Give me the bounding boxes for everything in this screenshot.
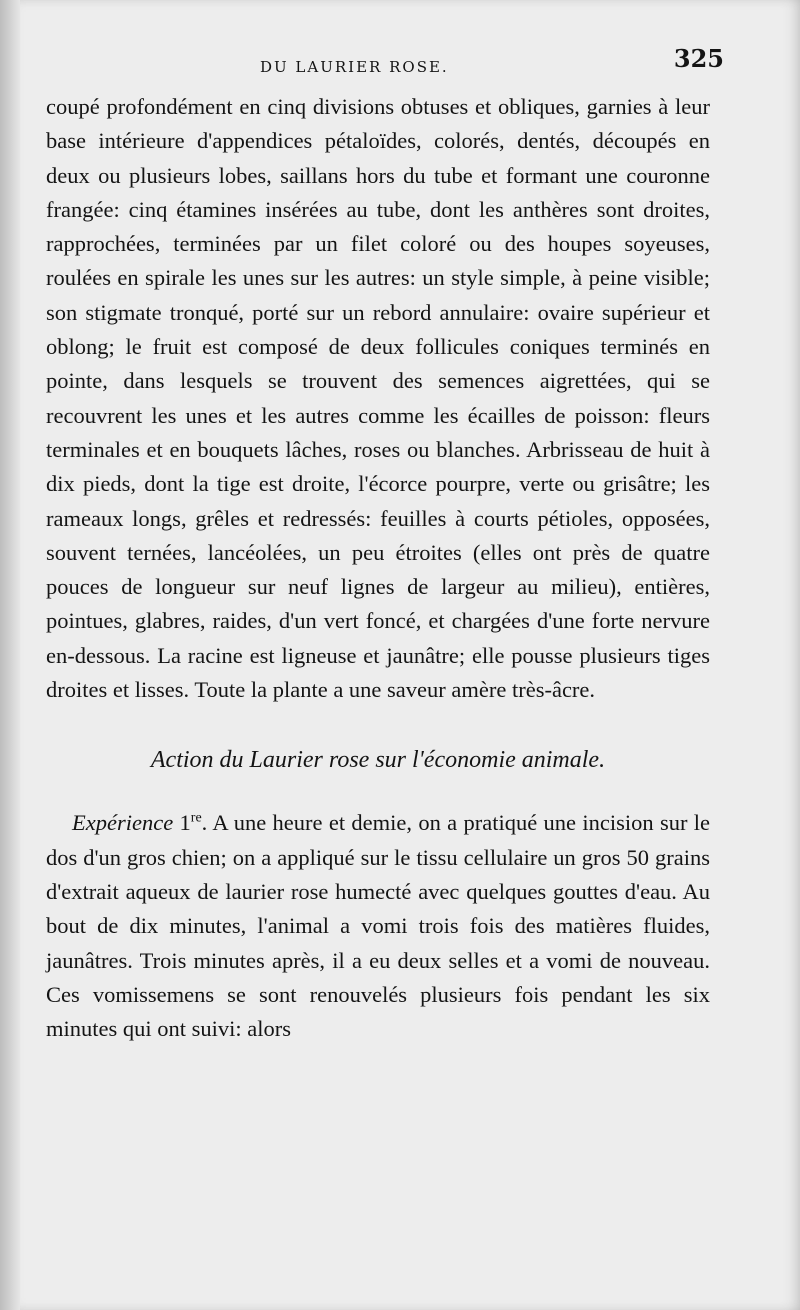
experiment-paragraph (46, 806, 710, 1046)
running-title: DU LAURIER ROSE. (260, 58, 449, 76)
section-heading: Action du Laurier rose sur l'économie animale. (150, 747, 606, 774)
experiment-label: Expérience (72, 810, 174, 836)
page-number: 325 (673, 44, 724, 73)
page-content (46, 0, 724, 1046)
description-paragraph: coupé profondément en cinq divisions obtuses et obliques, garnies à leur base intérieure d'appendices pétaloïdes, colorés, dentés, découpés en deux ou plusieurs lobes, saillans hors du tube et formant une couronne frangée: cinq étamines insérées au tube, dont les anthères sont droites, rapprochées, terminées par un filet coloré ou des houpes soyeuses, roulées en spirale les unes sur les autres: un style simple, à peine visible; son stigmate tronqué, porté sur un rebord annulaire: ovaire supérieur et oblong; le fruit est composé de deux follicules coniques terminés en pointe, dans lesquels se trouvent des semences aigrettées, qui se recouvrent les unes et les autres comme les écailles de poisson: fleurs terminales et en bouquets lâches, roses ou blanches. Arbrisseau de huit à dix pieds, dont la tige est droite, l'écorce pourpre, verte ou grisâtre; les rameaux longs, grêles et redressés: feuilles à courts pétioles, opposées, souvent ternées, lancéolées, un peu étroites (elles ont près de quatre pouces de longueur sur neuf lignes de largeur au milieu), entières, pointues, glabres, raides, d'un vert foncé, et chargées d'une forte nervure en-dessous. La racine est ligneuse et jaunâtre; elle pousse plusieurs tiges droites et lisses. Toute la plante a une saveur amère très-âcre. (46, 94, 710, 703)
experiment-text: . A une heure et demie, on a pratiqué une incision sur le dos d'un gros chien; on a appliqué sur le tissu cellulaire un gros 50 grains d'extrait aqueux de laurier rose humecté avec quelques gouttes d'eau. Au bout de dix minutes, l'animal a vomi trois fois des matières fluides, jaunâtres. Trois minutes après, il a eu deux selles et a vomi de nouveau. Ces vomissemens se sont renouvelés plusieurs fois pendant les six minutes qui ont suivi: alors (46, 810, 711, 1042)
binding-gutter (0, 0, 20, 1310)
body-text (46, 90, 710, 1046)
experiment-superscript: re (190, 810, 202, 826)
experiment-number: 1 (179, 810, 191, 836)
running-head (46, 0, 724, 90)
